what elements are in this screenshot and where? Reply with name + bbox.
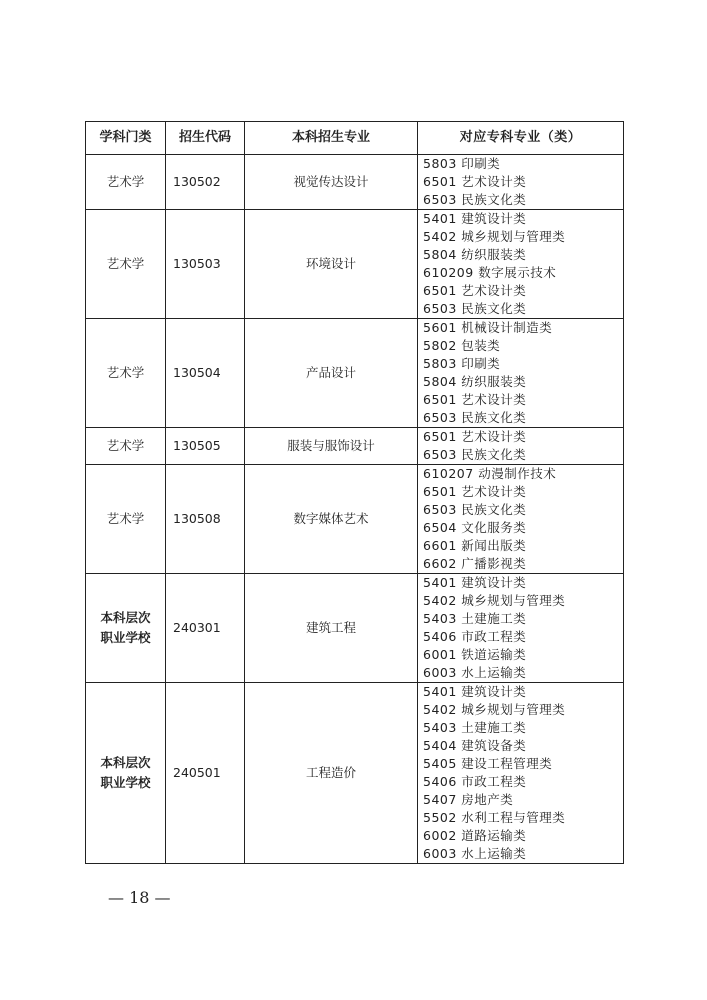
major-mapping-table <box>85 121 624 864</box>
related-major-item: 5601 机械设计制造类 <box>423 320 553 335</box>
cell-code: 240501 <box>166 683 245 864</box>
cell-code: 240301 <box>166 574 245 683</box>
related-major-item: 5407 房地产类 <box>423 792 514 807</box>
related-major-item: 6003 水上运输类 <box>423 665 527 680</box>
related-major-item: 5404 建筑设备类 <box>423 738 527 753</box>
related-major-item: 6503 民族文化类 <box>423 301 527 316</box>
related-major-item: 5401 建筑设计类 <box>423 211 527 226</box>
cell-category: 艺术学 <box>86 465 166 574</box>
cell-code: 130508 <box>166 465 245 574</box>
related-major-item: 6003 水上运输类 <box>423 846 527 861</box>
cell-major: 工程造价 <box>245 683 418 864</box>
category-line: 职业学校 <box>100 630 151 645</box>
cell-code: 130504 <box>166 319 245 428</box>
cell-related <box>418 574 624 683</box>
related-major-item: 6602 广播影视类 <box>423 556 527 571</box>
cell-related <box>418 319 624 428</box>
cell-related <box>418 155 624 210</box>
related-major-item: 5403 土建施工类 <box>423 720 527 735</box>
cell-related <box>418 428 624 465</box>
category-line: 本科层次 <box>100 755 151 770</box>
related-major-item: 610209 数字展示技术 <box>423 265 557 280</box>
table-row <box>86 155 624 210</box>
cell-code: 130503 <box>166 210 245 319</box>
related-major-item: 5804 纺织服装类 <box>423 374 527 389</box>
table-header-row <box>86 122 624 155</box>
header-related: 对应专科专业（类） <box>418 122 624 155</box>
cell-code: 130505 <box>166 428 245 465</box>
table-row <box>86 574 624 683</box>
related-major-item: 5401 建筑设计类 <box>423 575 527 590</box>
cell-major: 产品设计 <box>245 319 418 428</box>
category-line: 职业学校 <box>100 775 151 790</box>
related-major-item: 5802 包装类 <box>423 338 501 353</box>
table-row <box>86 210 624 319</box>
cell-major: 视觉传达设计 <box>245 155 418 210</box>
related-major-item: 5403 土建施工类 <box>423 611 527 626</box>
related-major-item: 5401 建筑设计类 <box>423 684 527 699</box>
related-major-item: 6501 艺术设计类 <box>423 283 527 298</box>
related-major-item: 6501 艺术设计类 <box>423 392 527 407</box>
cell-major: 服装与服饰设计 <box>245 428 418 465</box>
related-major-item: 6503 民族文化类 <box>423 192 527 207</box>
related-major-item: 6001 铁道运输类 <box>423 647 527 662</box>
table-row <box>86 319 624 428</box>
related-major-item: 5803 印刷类 <box>423 156 501 171</box>
related-major-item: 5803 印刷类 <box>423 356 501 371</box>
related-major-item: 6501 艺术设计类 <box>423 174 527 189</box>
cell-category: 艺术学 <box>86 210 166 319</box>
related-major-item: 5402 城乡规划与管理类 <box>423 229 566 244</box>
related-major-item: 5502 水利工程与管理类 <box>423 810 566 825</box>
related-major-item: 6501 艺术设计类 <box>423 484 527 499</box>
related-major-item: 5405 建设工程管理类 <box>423 756 553 771</box>
related-major-item: 6504 文化服务类 <box>423 520 527 535</box>
related-major-item: 6503 民族文化类 <box>423 410 527 425</box>
header-category: 学科门类 <box>86 122 166 155</box>
page-number: — 18 — <box>108 888 171 907</box>
header-major: 本科招生专业 <box>245 122 418 155</box>
cell-category <box>86 574 166 683</box>
table-row <box>86 465 624 574</box>
cell-code: 130502 <box>166 155 245 210</box>
cell-category: 艺术学 <box>86 319 166 428</box>
cell-related <box>418 210 624 319</box>
related-major-item: 6002 道路运输类 <box>423 828 527 843</box>
cell-category: 艺术学 <box>86 428 166 465</box>
cell-category <box>86 683 166 864</box>
category-line: 本科层次 <box>100 610 151 625</box>
related-major-item: 5402 城乡规划与管理类 <box>423 702 566 717</box>
related-major-item: 5406 市政工程类 <box>423 629 527 644</box>
cell-category: 艺术学 <box>86 155 166 210</box>
cell-major: 数字媒体艺术 <box>245 465 418 574</box>
related-major-item: 5804 纺织服装类 <box>423 247 527 262</box>
related-major-item: 6503 民族文化类 <box>423 447 527 462</box>
table-body <box>86 155 624 864</box>
table-row <box>86 683 624 864</box>
related-major-item: 6503 民族文化类 <box>423 502 527 517</box>
header-code: 招生代码 <box>166 122 245 155</box>
cell-major: 环境设计 <box>245 210 418 319</box>
cell-related <box>418 465 624 574</box>
related-major-item: 6501 艺术设计类 <box>423 429 527 444</box>
cell-major: 建筑工程 <box>245 574 418 683</box>
related-major-item: 610207 动漫制作技术 <box>423 466 557 481</box>
related-major-item: 5406 市政工程类 <box>423 774 527 789</box>
related-major-item: 5402 城乡规划与管理类 <box>423 593 566 608</box>
cell-related <box>418 683 624 864</box>
related-major-item: 6601 新闻出版类 <box>423 538 527 553</box>
table-row <box>86 428 624 465</box>
